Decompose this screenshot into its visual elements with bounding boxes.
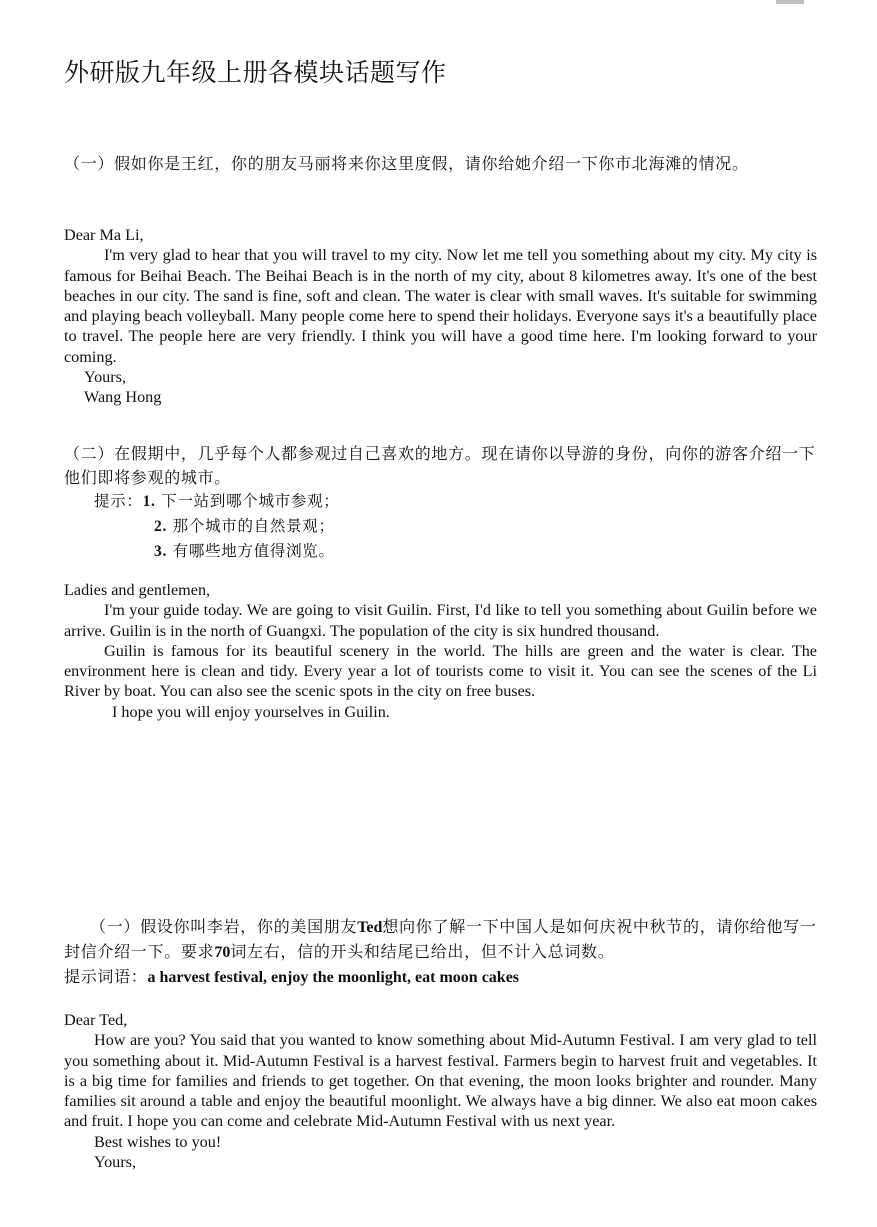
section2-hint-3-text: 有哪些地方值得浏览。: [172, 542, 335, 560]
section1-body: I'm very glad to hear that you will travel to my city. Now let me tell you something about my city. My city is famous for Beihai Beach. The Beihai Beach is in the north of my city, about 8 kilometres away. It's one of the best beaches in our city. The sand is fine, soft and clean. The water is clear with small waves. It's suitable for swimming and playing beach volleyball. Many people come here to spend their holidays. Everyone says it's a beautifully place to travel. The people here are very friendly. I think you will have a good time here. I'm looking forward to your coming.: [64, 246, 817, 366]
section3-prompt-a: （一）假设你叫李岩，你的美国朋友: [90, 917, 358, 936]
section2-hint-2: [94, 514, 794, 539]
section2-hint-1-num: 1.: [142, 493, 156, 510]
section3-hint-label: 提示词语：: [64, 967, 148, 986]
section3-prompt-b: 想向你了解一下中国人是如何庆祝中秋节的，请你给他写一封信介绍一下。要求: [64, 917, 817, 961]
section1-signature: Wang Hong: [84, 388, 162, 407]
section2-hint-3: [94, 539, 794, 564]
section3-hint-words: a harvest festival, enjoy the moonlight, eat moon cakes: [147, 969, 520, 986]
section1-prompt-block: [64, 152, 817, 176]
section2-hints: [94, 489, 794, 564]
section3-prompt: [64, 915, 817, 965]
section2-prompt-block: [64, 442, 817, 490]
section2-speech: [64, 580, 817, 722]
section3-prompt-c: 词左右，信的开头和结尾已给出，但不计入总词数。: [230, 942, 615, 961]
section3-letter: [64, 1010, 817, 1172]
section2-hint-3-num: 3.: [154, 543, 168, 560]
section1-greeting: Dear Ma Li,: [64, 226, 144, 244]
section3-prompt-name: Ted: [357, 919, 383, 936]
section2-prompt: （二）在假期中，几乎每个人都参观过自己喜欢的地方。现在请你以导游的身份，向你的游客介绍一下他们即将参观的城市。: [64, 444, 816, 487]
top-edge-mark: [776, 0, 804, 4]
section1-letter: [64, 225, 817, 408]
section1-closing: Yours,: [84, 368, 126, 387]
section2-para3: I hope you will enjoy yourselves in Guilin.: [112, 702, 390, 721]
section2-greeting: Ladies and gentlemen,: [64, 581, 211, 599]
section2-hint-label: 提示：: [94, 492, 143, 510]
section3-wishes: Best wishes to you!: [94, 1132, 222, 1151]
section3-prompt-num: 70: [214, 944, 231, 961]
section2-para2: Guilin is famous for its beautiful scenery in the world. The hills are green and the water is clear. The environment here is clean and tidy. Every year a lot of tourists come to visit it. You can see the scenes of the Li River by boat. You can also see the scenic spots in the city on free buses.: [64, 641, 817, 701]
section2-hint-1: [94, 489, 794, 514]
section3-hint: [64, 965, 817, 990]
section3-prompt-block: [64, 915, 817, 990]
section2-hint-2-num: 2.: [154, 518, 168, 535]
section3-closing: Yours,: [94, 1153, 136, 1172]
section2-hint-1-text: 下一站到哪个城市参观；: [161, 492, 340, 510]
section1-prompt: （一）假如你是王红，你的朋友马丽将来你这里度假，请你给她介绍一下你市北海滩的情况。: [64, 154, 749, 173]
section3-greeting: Dear Ted,: [64, 1011, 128, 1029]
section3-body: How are you? You said that you wanted to know something about Mid-Autumn Festival. I am very glad to tell you something about it. Mid-Autumn Festival is a harvest festival. Farmers begin to harvest fruit and vegetables. It is a big time for families and friends to get together. On that evening, the moon looks brighter and rounder. Many families sit around a table and enjoy the beautiful moonlight. We always have a big dinner. We also eat moon cakes and fruit. I hope you can come and celebrate Mid-Autumn Festival with us next year.: [64, 1031, 817, 1131]
section2-para1: I'm your guide today. We are going to visit Guilin. First, I'd like to tell you something about Guilin before we arrive. Guilin is in the north of Guangxi. The population of the city is six hundred thousand.: [64, 601, 817, 640]
section2-hint-2-text: 那个城市的自然景观；: [172, 517, 335, 535]
page-title: 外研版九年级上册各模块话题写作: [64, 58, 447, 87]
